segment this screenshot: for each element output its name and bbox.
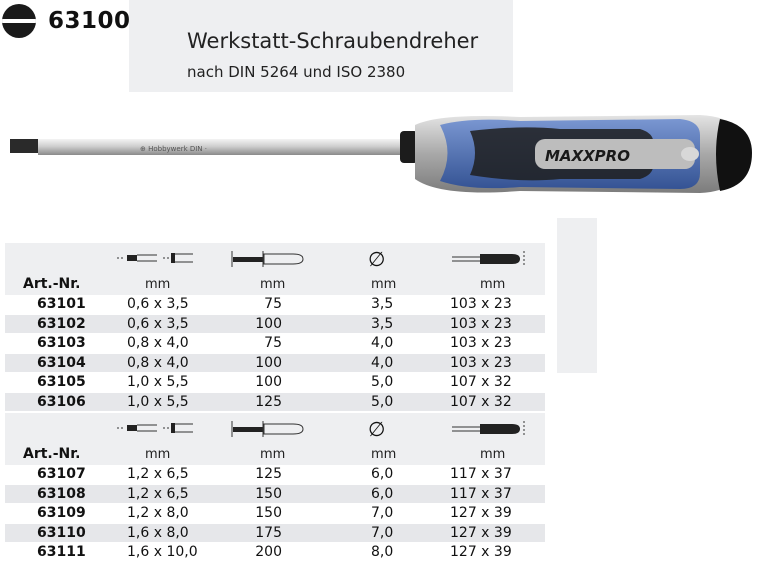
column-unit-blade: mm <box>145 447 171 462</box>
art-nr-cell: 63106 <box>37 393 86 410</box>
column-unit-diameter: mm <box>371 447 397 462</box>
diameter-cell: 7,0 <box>371 524 394 541</box>
slotted-screwdriver-image <box>0 95 760 220</box>
table-row <box>5 373 545 393</box>
blade-size-cell: 1,0 x 5,5 <box>127 374 189 390</box>
length-cell: 175 <box>255 524 282 541</box>
handle-cell: 103 x 23 <box>450 296 512 312</box>
blade-size-cell: 1,0 x 5,5 <box>127 393 189 410</box>
blade-length-icon <box>231 421 311 437</box>
slotted-tip-icon <box>2 4 36 38</box>
page-title: Werkstatt-Schraubendreher <box>187 29 479 53</box>
diameter-cell: 7,0 <box>371 505 394 521</box>
column-unit-blade: mm <box>145 277 171 292</box>
diameter-cell: 4,0 <box>371 354 394 371</box>
handle-cell: 103 x 23 <box>450 315 512 332</box>
table-row <box>5 524 545 544</box>
length-cell: 100 <box>255 315 282 332</box>
blade-size-cell: 0,8 x 4,0 <box>127 335 189 351</box>
table-row <box>5 504 545 524</box>
series-number: 63100 <box>48 8 131 34</box>
handle-cell: 107 x 32 <box>450 374 512 390</box>
table-row <box>5 393 545 413</box>
diameter-symbol: ∅ <box>368 247 386 271</box>
handle-cell: 127 x 39 <box>450 544 512 560</box>
svg-text:⊕ Hobbywerk DIN ·: ⊕ Hobbywerk DIN · <box>140 145 207 153</box>
handle-cell: 103 x 23 <box>450 335 512 351</box>
column-unit-length: mm <box>260 277 286 292</box>
length-cell: 200 <box>255 544 282 560</box>
art-nr-cell: 63104 <box>37 354 86 371</box>
blade-size-cell: 1,6 x 8,0 <box>127 524 189 541</box>
diameter-cell: 6,0 <box>371 466 394 482</box>
handle-cell: 127 x 39 <box>450 524 512 541</box>
length-cell: 75 <box>264 335 282 351</box>
blade-size-cell: 0,6 x 3,5 <box>127 296 189 312</box>
handle-cell: 107 x 32 <box>450 393 512 410</box>
table-row <box>5 295 545 315</box>
diameter-cell: 3,5 <box>371 315 394 332</box>
length-cell: 100 <box>255 354 282 371</box>
diameter-cell: 3,5 <box>371 296 394 312</box>
spec-table-2 <box>5 413 545 563</box>
table-row <box>5 354 545 374</box>
art-nr-cell: 63110 <box>37 524 86 541</box>
column-unit-handle: mm <box>480 447 506 462</box>
brand-label: MAXXPRO <box>545 147 630 165</box>
diameter-cell: 4,0 <box>371 335 394 351</box>
art-nr-cell: 63109 <box>37 505 86 521</box>
blade-size-cell: 0,8 x 4,0 <box>127 354 189 371</box>
diameter-cell: 5,0 <box>371 393 394 410</box>
column-unit-length: mm <box>260 447 286 462</box>
art-nr-cell: 63103 <box>37 335 86 351</box>
column-header-art-nr: Art.-Nr. <box>23 276 81 292</box>
art-nr-cell: 63101 <box>37 296 86 312</box>
length-cell: 125 <box>255 393 282 410</box>
blade-size-cell: 1,2 x 6,5 <box>127 485 189 502</box>
length-cell: 150 <box>255 485 282 502</box>
table-header <box>5 413 545 465</box>
page-subtitle: nach DIN 5264 und ISO 2380 <box>187 63 406 81</box>
art-nr-cell: 63108 <box>37 485 86 502</box>
blade-size-cell: 1,2 x 6,5 <box>127 466 189 482</box>
art-nr-cell: 63111 <box>37 544 86 560</box>
length-cell: 125 <box>255 466 282 482</box>
handle-cell: 117 x 37 <box>450 485 512 502</box>
handle-size-icon <box>450 251 530 267</box>
blade-size-cell: 1,6 x 10,0 <box>127 544 198 560</box>
length-cell: 150 <box>255 505 282 521</box>
blade-size-cell: 0,6 x 3,5 <box>127 315 189 332</box>
diameter-cell: 6,0 <box>371 485 394 502</box>
spec-table-1 <box>5 243 545 412</box>
length-cell: 75 <box>264 296 282 312</box>
handle-cell: 103 x 23 <box>450 354 512 371</box>
diameter-cell: 5,0 <box>371 374 394 390</box>
art-nr-cell: 63107 <box>37 466 86 482</box>
table-row <box>5 334 545 354</box>
art-nr-cell: 63102 <box>37 315 86 332</box>
length-cell: 100 <box>255 374 282 390</box>
blade-size-cell: 1,2 x 8,0 <box>127 505 189 521</box>
table-row <box>5 485 545 505</box>
right-panel <box>557 218 597 373</box>
blade-tip-icon <box>117 421 197 435</box>
diameter-cell: 8,0 <box>371 544 394 560</box>
diameter-symbol: ∅ <box>368 417 386 441</box>
column-unit-handle: mm <box>480 277 506 292</box>
table-row <box>5 315 545 335</box>
column-header-art-nr: Art.-Nr. <box>23 446 81 462</box>
handle-size-icon <box>450 421 530 437</box>
handle-cell: 117 x 37 <box>450 466 512 482</box>
blade-tip-icon <box>117 251 197 265</box>
handle-cell: 127 x 39 <box>450 505 512 521</box>
table-header <box>5 243 545 295</box>
table-row <box>5 465 545 485</box>
art-nr-cell: 63105 <box>37 374 86 390</box>
blade-length-icon <box>231 251 311 267</box>
column-unit-diameter: mm <box>371 277 397 292</box>
table-row <box>5 543 545 563</box>
